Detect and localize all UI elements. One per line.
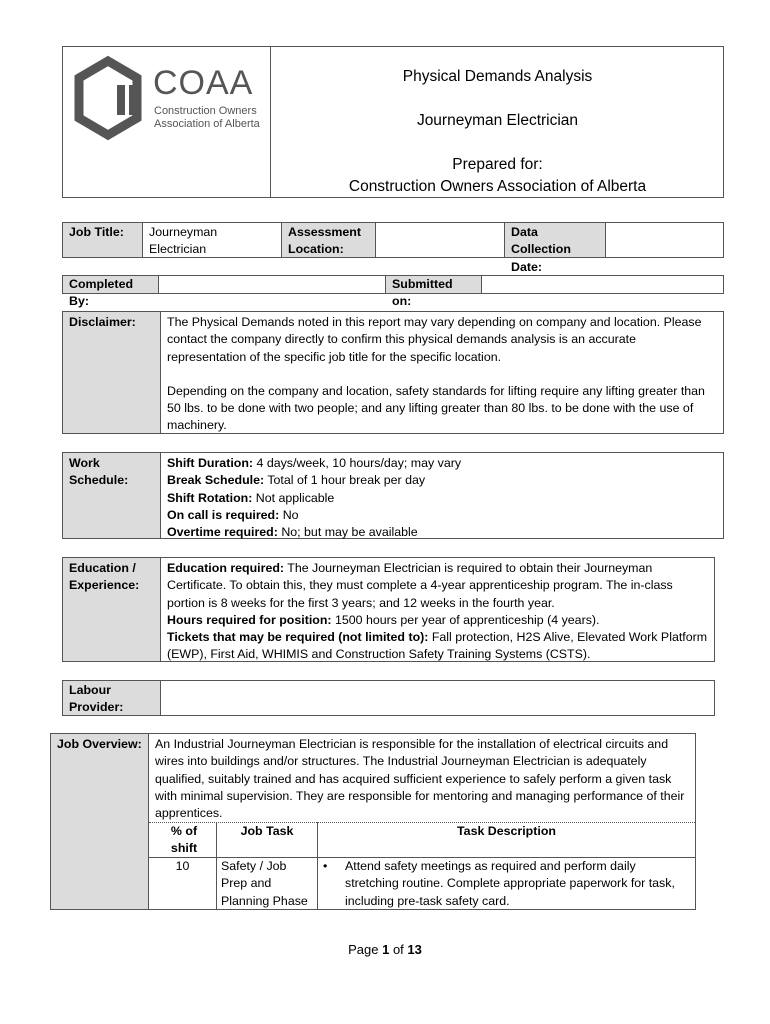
labour-provider-value bbox=[161, 681, 714, 683]
job-title-label: Job Title: bbox=[69, 225, 124, 239]
logo-line2: Association of Alberta bbox=[154, 118, 260, 130]
logo-line1: Construction Owners bbox=[154, 105, 257, 117]
job-info-table bbox=[62, 222, 724, 274]
table-row bbox=[149, 858, 695, 909]
column-header-task: Job Task bbox=[240, 824, 294, 838]
education-label: Education / Experience: bbox=[69, 561, 140, 593]
job-overview-table bbox=[50, 733, 696, 910]
task-name: Safety / Job Prep and Planning Phase bbox=[221, 859, 308, 908]
coaa-logo bbox=[73, 55, 269, 145]
prepared-for: Construction Owners Association of Alberta bbox=[348, 178, 647, 195]
schedule-item: Shift Rotation: Not applicable bbox=[167, 490, 335, 505]
disclaimer-label: Disclaimer: bbox=[69, 315, 136, 329]
submitted-on-value bbox=[482, 276, 723, 277]
completed-by-label: Completed By: bbox=[69, 277, 134, 309]
page-number: Page 1 of 13 bbox=[348, 942, 422, 957]
education-table bbox=[62, 557, 715, 662]
job-title-value: Journeyman Electrician bbox=[149, 225, 218, 257]
schedule-item: Shift Duration: 4 days/week, 10 hours/day; may vary bbox=[167, 456, 462, 470]
submitted-on-label: Submitted on: bbox=[392, 277, 453, 309]
tickets-required: Tickets that may be required (not limited to): Fall protection, H2S Alive, Elevated Work Platform (EWP), First Aid, WHIMIS and Construction Safety Training Systems (CSTS). bbox=[167, 630, 708, 662]
disclaimer-body bbox=[161, 313, 723, 436]
schedule-item: On call is required: No bbox=[167, 507, 299, 522]
completion-table bbox=[62, 275, 724, 309]
education-body bbox=[161, 559, 714, 665]
column-header-percent: % of shift bbox=[170, 824, 198, 856]
page-subtitle: Journeyman Electrician bbox=[416, 112, 579, 129]
column-header-description: Task Description bbox=[457, 824, 556, 838]
data-collection-value bbox=[606, 223, 723, 225]
completed-by-value bbox=[159, 276, 385, 277]
hours-required: Hours required for position: 1500 hours per year of apprenticeship (4 years). bbox=[167, 612, 600, 627]
task-table bbox=[149, 822, 695, 909]
bullet-icon: • bbox=[323, 859, 328, 873]
task-percent: 10 bbox=[175, 859, 190, 873]
work-schedule-table bbox=[62, 452, 724, 539]
logo-wordmark: COAA bbox=[153, 64, 254, 102]
prepared-label: Prepared for: bbox=[452, 156, 543, 173]
labour-provider-label: Labour Provider: bbox=[69, 683, 124, 715]
work-schedule-label: Work Schedule: bbox=[69, 456, 129, 488]
schedule-item: Break Schedule: Total of 1 hour break per day bbox=[167, 473, 426, 488]
disclaimer-paragraph-2: Depending on the company and location, safety standards for lifting require any lifting greater than 50 lbs. to be done with two people; and any lifting greater than 80 lbs. to be done with the use of machinery. bbox=[167, 383, 705, 433]
disclaimer-paragraph-1: The Physical Demands noted in this report may vary depending on company and location. Please contact the company directly to confirm this physical demands analysis is an accurate representation of the specific job title for the specific location. bbox=[167, 315, 702, 364]
job-overview-text: An Industrial Journeyman Electrician is responsible for the installation of electrical circuits and wires into buildings and/or structures. The Industrial Journeyman Electrician is adequately qualified, suitably trained and has acquired sufficient experience to safely perform a given task with minimal supervision. They are responsible for mentoring and managing performance of their apprentices. bbox=[155, 737, 685, 821]
page-title: Physical Demands Analysis bbox=[402, 68, 593, 85]
job-overview-label: Job Overview: bbox=[57, 737, 142, 751]
assessment-location-value bbox=[376, 223, 504, 225]
work-schedule-body bbox=[161, 454, 723, 542]
header-box bbox=[62, 46, 724, 198]
task-description: Attend safety meetings as required and perform daily stretching routine. Complete appropriate paperwork for task, including pre-task safety card. bbox=[345, 859, 675, 908]
labour-provider-table bbox=[62, 680, 715, 716]
education-required: Education required: The Journeyman Electrician is required to obtain their Journeyman Certificate. To obtain this, they must complete a 4-year apprenticeship program. The in-class portion is 8 weeks for the first 3 years; and 12 weeks in the fourth year. bbox=[167, 561, 673, 610]
assessment-location-label: Assessment Location: bbox=[288, 225, 362, 257]
disclaimer-table bbox=[62, 311, 724, 434]
data-collection-label: Data Collection Date: bbox=[511, 225, 571, 274]
hexagon-logo-icon bbox=[73, 55, 143, 141]
schedule-item: Overtime required: No; but may be available bbox=[167, 525, 418, 540]
